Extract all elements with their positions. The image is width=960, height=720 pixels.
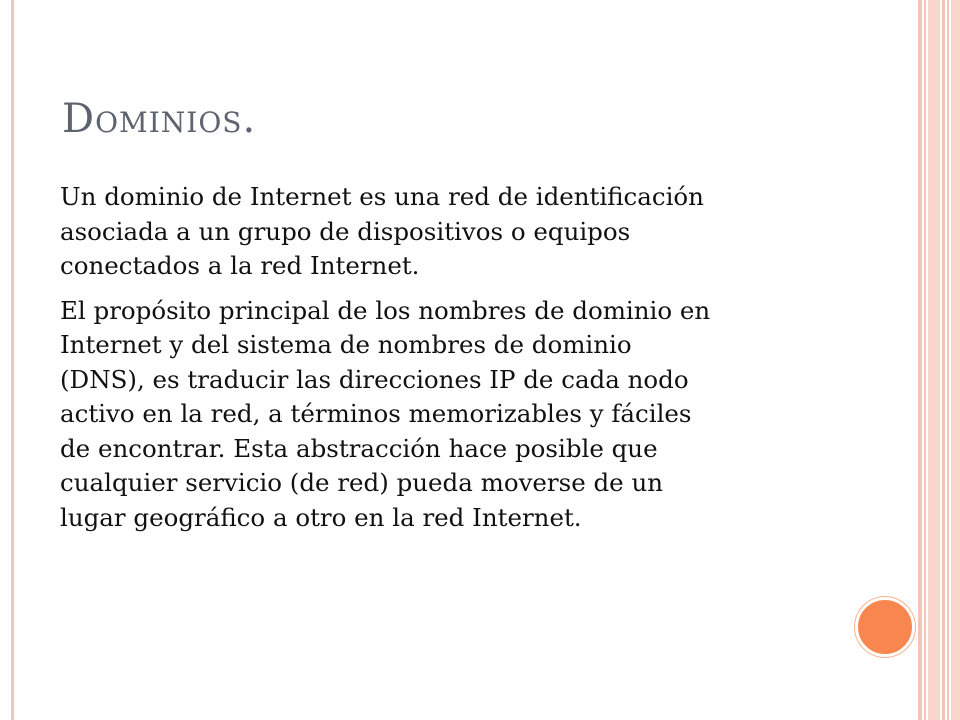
- slide-title: Dominios.: [62, 96, 257, 142]
- paragraph-purpose: El propósito principal de los nombres de dominio en Internet y del sistema de nombres de dominio (DNS), es traducir las direcciones IP de cada nodo activo en la red, a términos memorizables y fáciles de encontrar. Esta abstracción hace posible que cualquier servicio (de red) pueda moverse de un lugar geográfico a otro en la red Internet.: [60, 295, 711, 532]
- slide-body: [60, 180, 840, 545]
- right-stripe-decoration: [918, 0, 960, 720]
- accent-circle-decoration: [855, 597, 915, 657]
- paragraph-definition: Un dominio de Internet es una red de identificación asociada a un grupo de dispositivos o equipos conectados a la red Internet.: [60, 182, 704, 280]
- stripe: [947, 0, 949, 720]
- stripe: [918, 0, 922, 720]
- stripe: [924, 0, 926, 720]
- left-border-decoration: [0, 0, 14, 720]
- stripe: [942, 0, 945, 720]
- stripe: [951, 0, 960, 720]
- stripe: [928, 0, 940, 720]
